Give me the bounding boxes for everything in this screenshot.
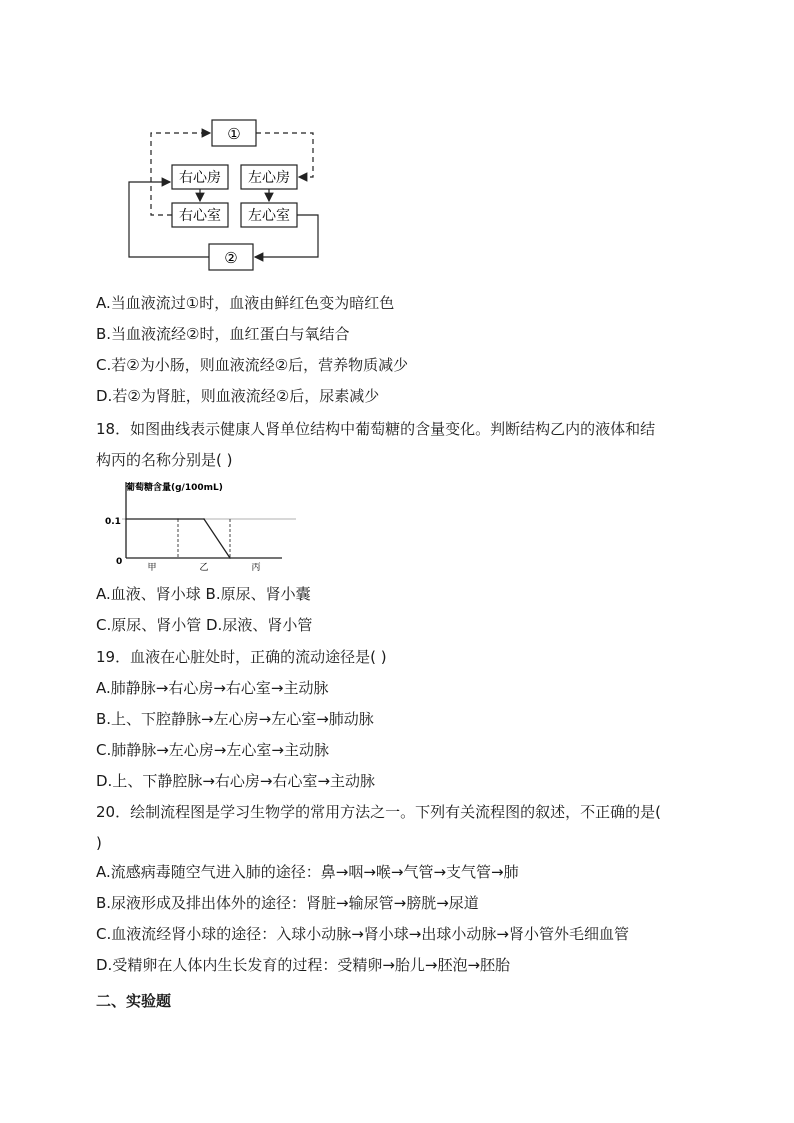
q20-option-a: A.流感病毒随空气进入肺的途径：鼻→咽→喉→气管→支气管→肺	[96, 863, 519, 881]
q19-option-d: D.上、下静腔脉→右心房→右心室→主动脉	[96, 772, 376, 790]
q17-option-b: B.当血液流经②时，血红蛋白与氧结合	[96, 325, 350, 343]
chart-point	[177, 518, 179, 520]
q19-option-c: C.肺静脉→左心房→左心室→主动脉	[96, 741, 329, 759]
q17-option-c: C.若②为小肠，则血液流经②后，营养物质减少	[96, 356, 409, 374]
chart-y-tick-01: 0.1	[105, 517, 121, 527]
section-title: 二、实验题	[96, 992, 172, 1010]
q20-option-b: B.尿液形成及排出体外的途径：肾脏→输尿管→膀胱→尿道	[96, 894, 479, 912]
q18-options-row1: A.血液、肾小球 B.原尿、肾小囊	[96, 585, 311, 603]
chart-y-tick-0: 0	[116, 557, 123, 567]
q18-stem-line1: 18．如图曲线表示健康人肾单位结构中葡萄糖的含量变化。判断结构乙内的液体和结	[96, 420, 656, 438]
q19-option-a: A.肺静脉→右心房→右心室→主动脉	[96, 679, 329, 697]
chart-x-tick: 甲	[147, 563, 157, 573]
left-ventricle-label: 左心室	[248, 208, 290, 224]
node-1-label: ①	[227, 125, 241, 143]
chart-x-tick: 乙	[199, 563, 209, 573]
glucose-chart	[96, 476, 296, 576]
node-2-label: ②	[224, 249, 238, 267]
q20-stem-line2: )	[96, 834, 102, 852]
q18-options-row2: C.原尿、肾小管 D.尿液、肾小管	[96, 616, 313, 634]
q17-option-a: A.当血液流过①时，血液由鲜红色变为暗红色	[96, 294, 395, 312]
chart-point	[203, 518, 205, 520]
q20-option-c: C.血液流经肾小球的途径：入球小动脉→肾小球→出球小动脉→肾小管外毛细血管	[96, 925, 629, 943]
circulation-diagram	[0, 0, 794, 280]
q19-option-b: B.上、下腔静脉→左心房→左心室→肺动脉	[96, 710, 374, 728]
q17-option-d: D.若②为肾脏，则血液流经②后，尿素减少	[96, 387, 380, 405]
q20-option-d: D.受精卵在人体内生长发育的过程：受精卵→胎儿→胚泡→胚胎	[96, 956, 511, 974]
chart-point	[229, 557, 231, 559]
q19-stem: 19．血液在心脏处时，正确的流动途径是( )	[96, 648, 387, 666]
right-ventricle-label: 右心室	[179, 208, 221, 224]
left-atrium-label: 左心房	[248, 170, 290, 186]
right-atrium-label: 右心房	[179, 170, 221, 186]
chart-point	[125, 518, 127, 520]
q18-stem-line2: 构丙的名称分别是( )	[96, 451, 233, 469]
chart-x-tick: 丙	[251, 563, 261, 573]
chart-y-label: 葡萄糖含量(g/100mL)	[126, 483, 223, 493]
q20-stem-line1: 20．绘制流程图是学习生物学的常用方法之一。下列有关流程图的叙述，不正确的是(	[96, 803, 661, 821]
